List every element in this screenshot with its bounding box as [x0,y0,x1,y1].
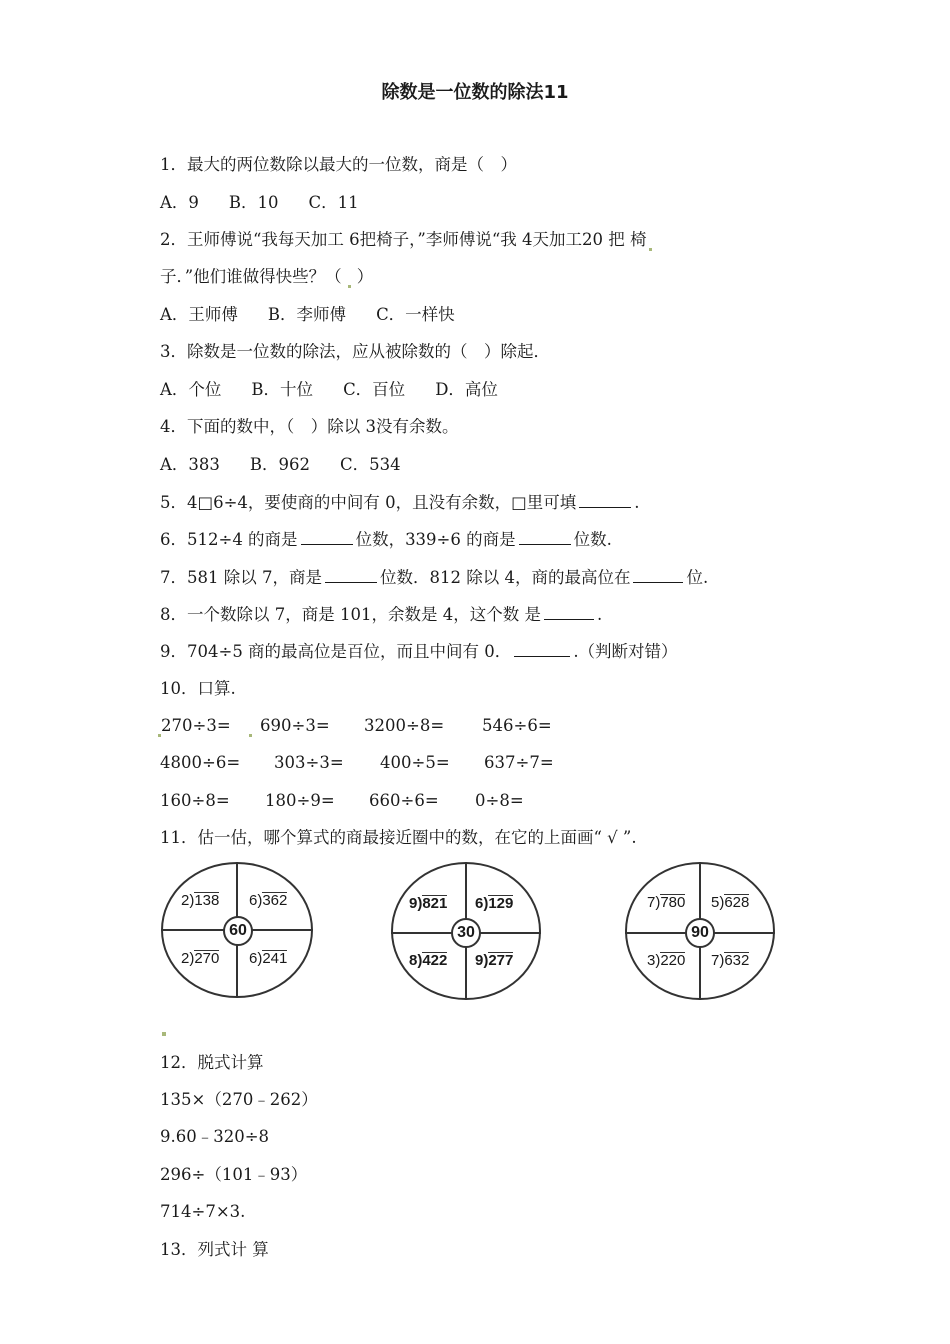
option-d: D．高位 [435,380,498,399]
answer-blank[interactable] [325,566,377,583]
division-item[interactable]: 9)821 [409,895,448,912]
calc-item: 3200÷8= [364,716,445,735]
answer-blank[interactable] [579,491,631,508]
question-9-end: .（判断对错） [573,642,678,661]
division-item[interactable]: 7)632 [711,952,750,969]
division-item[interactable]: 3)220 [647,952,686,969]
division-item[interactable]: 8)422 [409,952,448,969]
question-2-text-2: 子．”他们谁做得快些？（ [160,267,342,286]
question-13-title: 13．列式计 算 [160,1240,269,1259]
speck [348,285,351,288]
question-5 [160,491,640,514]
answer-blank[interactable] [514,640,570,657]
calc-item: 690÷3= [260,716,330,735]
question-1: 1．最大的两位数除以最大的一位数，商是（ ） [160,155,517,174]
question-7-text-b: 位数．812 除以 4，商的最高位在 [379,568,631,587]
question-2-line-1 [160,229,654,251]
option-b: B．962 [249,455,311,474]
question-7-text-a: 7．581 除以 7，商是 [160,568,322,587]
question-7 [160,566,708,589]
question-3-options [160,379,528,401]
option-b: B．李师傅 [267,305,347,324]
question-11-title: 11．估一估，哪个算式的商最接近圈中的数，在它的上面画“ √ ”. [160,828,637,847]
question-6 [160,528,612,551]
option-c: C．11 [308,193,359,212]
page-title: 除数是一位数的除法11 [381,82,569,103]
calc-item: 303÷3= [274,753,344,772]
speck [649,248,652,251]
option-a: A．王师傅 [160,305,238,324]
step-calc-item: 296÷（101﹣93） [160,1165,308,1184]
question-9-text: 9．704÷5 商的最高位是百位，而且中间有 0． [160,642,512,661]
question-10-title: 10．口算. [160,679,236,698]
calc-item: 4800÷6= [160,753,241,772]
question-4: 4．下面的数中，（ ）除以 3没有余数。 [160,417,459,436]
option-c: C．百位 [343,380,406,399]
mental-math-row-2 [160,752,554,774]
question-6-text-b: 位数，339÷6 的商是 [355,530,516,549]
division-item[interactable]: 5)628 [711,894,750,911]
question-2-paren: ） [356,267,374,286]
question-8-text: 8．一个数除以 7，商是 101，余数是 4，这个数 是 [160,605,541,624]
question-8 [160,603,602,626]
option-c: C．534 [340,455,401,474]
question-8-end: . [596,605,603,624]
mental-math-row-1 [158,715,552,737]
answer-blank[interactable] [301,528,353,545]
question-9 [160,640,678,663]
step-calc-item: 135×（270﹣262） [160,1090,318,1109]
option-b: B．10 [228,193,279,212]
division-item[interactable]: 6)129 [475,895,514,912]
question-5-end: . [634,493,640,512]
division-item[interactable]: 2)138 [181,892,220,909]
calc-item: 546÷6= [482,716,552,735]
step-calc-item: 9.60﹣320÷8 [160,1127,270,1146]
option-c: C．一样快 [376,305,455,324]
question-2-line-2 [160,266,373,288]
option-a: A．个位 [160,380,222,399]
division-item[interactable]: 6)241 [249,950,288,967]
answer-blank[interactable] [544,603,594,620]
division-item[interactable]: 2)270 [181,950,220,967]
calc-item: 400÷5= [380,753,450,772]
option-a: A．383 [160,455,220,474]
question-2-options [160,304,485,326]
question-6-text-a: 6．512÷4 的商是 [160,530,298,549]
mental-math-row-3 [160,790,524,812]
question-4-options [160,454,431,476]
question-5-text: 5．4□6÷4，要使商的中间有 0，且没有余数，□里可填 [160,493,577,512]
calc-item: 637÷7= [484,753,554,772]
division-item[interactable]: 7)780 [647,894,686,911]
calc-item: 0÷8= [475,791,524,810]
question-6-text-c: 位数. [573,530,612,549]
answer-blank[interactable] [519,528,571,545]
speck [249,734,252,737]
target-number: 30 [451,918,481,948]
division-item[interactable]: 9)277 [475,952,514,969]
target-number: 90 [685,918,715,948]
division-item[interactable]: 6)362 [249,892,288,909]
question-1-options [160,192,389,214]
calc-item: 660÷6= [369,791,439,810]
option-b: B．十位 [251,380,314,399]
option-a: A．9 [160,193,199,212]
question-12-title: 12．脱式计算 [160,1053,264,1072]
target-number: 60 [223,916,253,946]
calc-item: 180÷9= [265,791,335,810]
calc-item: 160÷8= [160,791,230,810]
question-7-text-c: 位. [686,568,709,587]
speck [162,1032,166,1036]
answer-blank[interactable] [633,566,683,583]
calc-item: 270÷3= [161,716,231,735]
question-2-text: 2．王师傅说“我每天加工 6把椅子，”李师傅说“我 4天加工20 把 椅 [160,230,647,249]
step-calc-item: 714÷7×3. [160,1202,246,1221]
question-3: 3．除数是一位数的除法，应从被除数的（ ）除起． [160,342,550,361]
